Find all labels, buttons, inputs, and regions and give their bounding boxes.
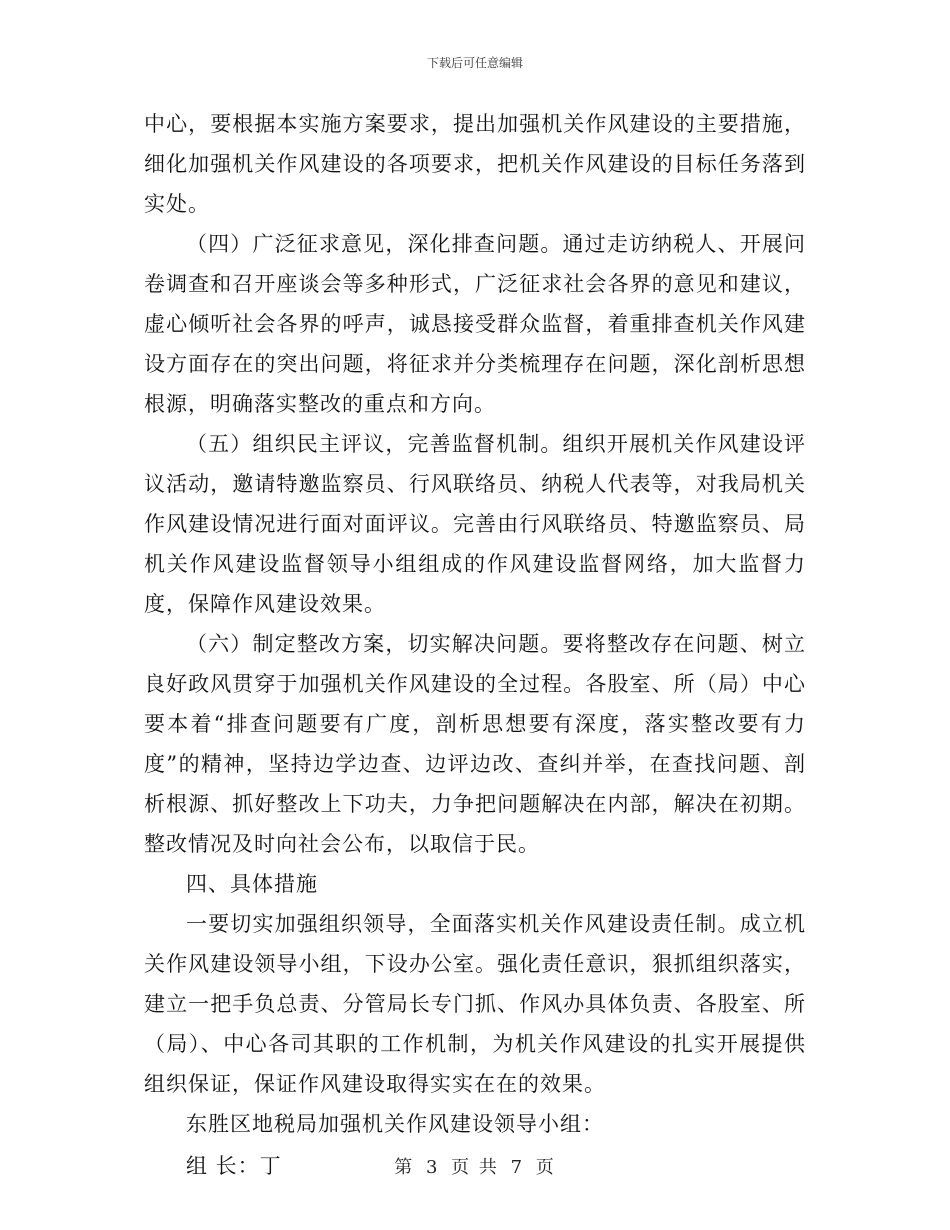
footer-current-page: 3 <box>425 1157 440 1178</box>
page-footer <box>0 1153 950 1179</box>
header-note: 下载后可任意编辑 <box>426 56 523 70</box>
paragraph-group-leader: 组 长：丁 <box>186 1154 282 1178</box>
footer-total-pages: 7 <box>510 1157 525 1178</box>
paragraph-intro: 中心，要根据本实施方案要求，提出加强机关作风建设的主要措施，细化加强机关作风建设的各项要求，把机关作风建设的目标任务落到实处。 <box>144 112 806 216</box>
heading-specific-measures: 四、具体措施 <box>186 872 318 896</box>
document-body <box>144 104 806 1186</box>
footer-middle: 页 共 <box>451 1157 499 1178</box>
paragraph-section-5: （五）组织民主评议，完善监督机制。组织开展机关作风建设评议活动，邀请特邀监察员、行风联络员、纳税人代表等，对我局机关作风建设情况进行面对面评议。完善由行风联络员、特邀监察员、局机关作风建设监督领导小组组成的作风建设监督网络，加大监督力度，保障作风建设效果。 <box>144 432 806 616</box>
paragraph-section-4: （四）广泛征求意见，深化排查问题。通过走访纳税人、开展问卷调查和召开座谈会等多种形式，广泛征求社会各界的意见和建议，虚心倾听社会各界的呼声，诚恳接受群众监督，着重排查机关作风建设方面存在的突出问题，将征求并分类梳理存在问题，深化剖析思想根源，明确落实整改的重点和方向。 <box>144 232 806 416</box>
footer-suffix: 页 <box>535 1157 556 1178</box>
paragraph-leading-group: 东胜区地税局加强机关作风建设领导小组： <box>186 1112 604 1136</box>
footer-prefix: 第 <box>394 1157 415 1178</box>
paragraph-section-6: （六）制定整改方案，切实解决问题。要将整改存在问题、树立良好政风贯穿于加强机关作风建设的全过程。各股室、所（局）中心要本着“排查问题要有广度，剖析思想要有深度，落实整改要有力度”的精神，坚持边学边查、边评边改、查纠并举，在查找问题、剖析根源、抓好整改上下功夫，力争把问题解决在内部，解决在初期。整改情况及时向社会公布，以取信于民。 <box>144 632 806 856</box>
paragraph-measure-1: 一要切实加强组织领导，全面落实机关作风建设责任制。成立机关作风建设领导小组，下设办公室。强化责任意识，狠抓组织落实，建立一把手负总责、分管局长专门抓、作风办具体负责、各股室、所（局）、中心各司其职的工作机制，为机关作风建设的扎实开展提供组织保证，保证作风建设取得实实在在的效果。 <box>144 912 806 1096</box>
